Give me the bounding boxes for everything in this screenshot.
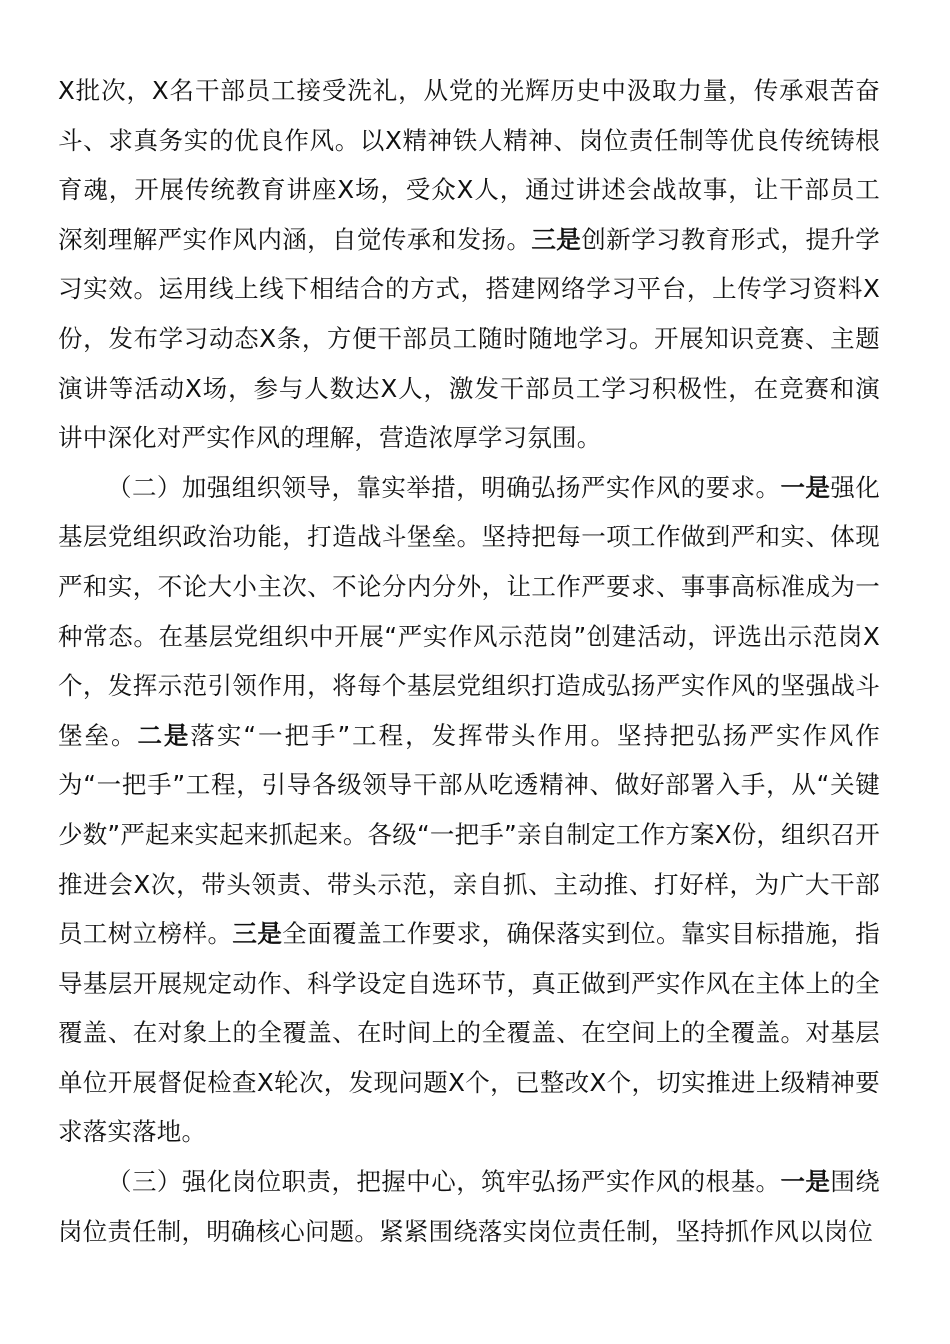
paragraph-1 xyxy=(58,66,880,463)
paragraph-2-emphasis-sanshi: 三是 xyxy=(232,919,283,949)
paragraph-2-text-1: 强化基层党组织政治功能，打造战斗堡垒。坚持把每一项工作做到严和实、体现严和实，不论大小主次、不论分内分外，让工作严要求、事事高标准成为一种常态。在基层党组织中开展“严实作风示范岗”创建活动，评选出示范岗X个，发挥示范引领作用，将每个基层党组织打造成弘扬严实作风的坚强战斗堡垒。 xyxy=(58,472,880,750)
paragraph-1-emphasis-sanshi: 三是 xyxy=(531,224,582,254)
paragraph-2-emphasis-ershi: 二是 xyxy=(137,720,191,750)
paragraph-3-text-1: 围绕岗位责任制，明确核心问题。紧紧围绕落实岗位责任制，坚持抓作风以岗位 xyxy=(58,1167,880,1246)
paragraph-2 xyxy=(58,463,880,1157)
paragraph-2-text-2: 落实“一把手”工程，发挥带头作用。坚持把弘扬严实作风作为“一把手”工程，引导各级领导干部从吃透精神、做好部署入手，从“关键少数”严起来实起来抓起来。各级“一把手”亲自制定工作方案X份，组织召开推进会X次，带头领责、带头示范，亲自抓、主动推、打好样，为广大干部员工树立榜样。 xyxy=(58,720,880,949)
paragraph-3-emphasis-yishi: 一是 xyxy=(780,1167,831,1197)
paragraph-1-text-2: 创新学习教育形式，提升学习实效。运用线上线下相结合的方式，搭建网络学习平台，上传学习资料X份，发布学习动态X条，方便干部员工随时随地学习。开展知识竞赛、主题演讲等活动X场，参与人数达X人，激发干部员工学习积极性，在竞赛和演讲中深化对严实作风的理解，营造浓厚学习氛围。 xyxy=(58,224,880,453)
section-heading-2: （二）加强组织领导，靠实举措，明确弘扬严实作风的要求。 xyxy=(107,472,781,502)
section-heading-3: （三）强化岗位职责，把握中心，筑牢弘扬严实作风的根基。 xyxy=(107,1167,781,1197)
paragraph-2-text-3: 全面覆盖工作要求，确保落实到位。靠实目标措施，指导基层开展规定动作、科学设定自选环节，真正做到严实作风在主体上的全覆盖、在对象上的全覆盖、在时间上的全覆盖、在空间上的全覆盖。对基层单位开展督促检查X轮次，发现问题X个，已整改X个，切实推进上级精神要求落实落地。 xyxy=(58,919,880,1147)
paragraph-1-text-1: X批次，X名干部员工接受洗礼，从党的光辉历史中汲取力量，传承艰苦奋斗、求真务实的优良作风。以X精神铁人精神、岗位责任制等优良传统铸根育魂，开展传统教育讲座X场，受众X人，通过讲述会战故事，让干部员工深刻理解严实作风内涵，自觉传承和发扬。 xyxy=(58,76,880,254)
document-body xyxy=(58,66,880,1256)
paragraph-2-emphasis-yishi: 一是 xyxy=(780,472,831,502)
paragraph-3 xyxy=(58,1157,880,1256)
